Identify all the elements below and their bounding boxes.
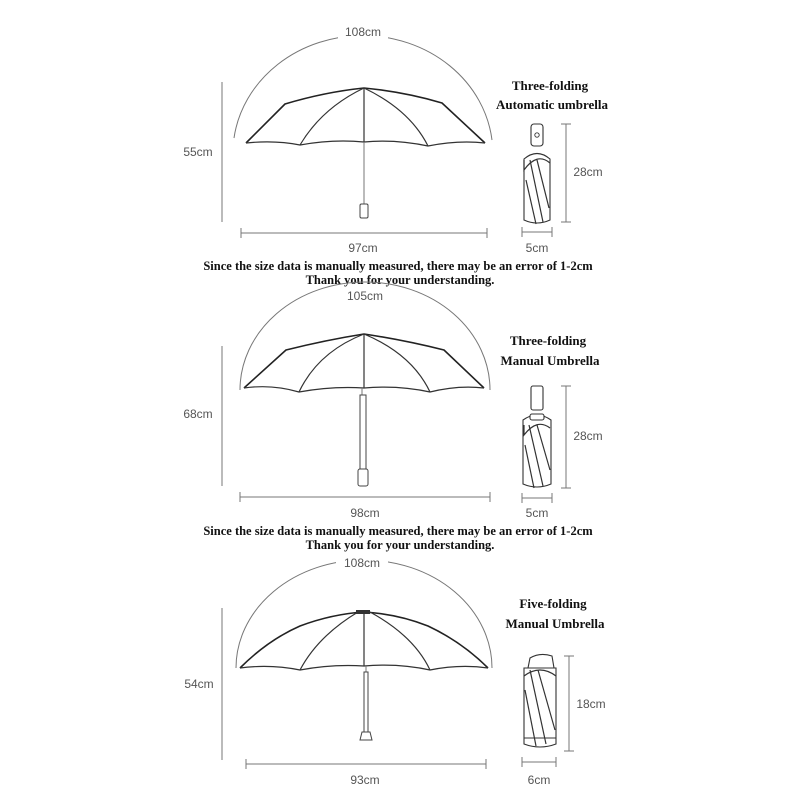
arc-label: 108cm xyxy=(343,556,381,570)
folded-length-label: 28cm xyxy=(573,429,603,443)
width-label: 98cm xyxy=(350,506,380,520)
folded-umbrella xyxy=(524,124,550,224)
width-label: 97cm xyxy=(348,241,378,255)
umbrella-handle xyxy=(360,204,368,218)
folded-umbrella xyxy=(523,386,551,488)
folded-length-label: 18cm xyxy=(576,697,606,711)
open-umbrella-canopy xyxy=(240,610,488,670)
section-three-folding-automatic xyxy=(183,24,608,255)
section-three-folding-manual xyxy=(183,282,602,520)
product-title-line2: Automatic umbrella xyxy=(495,97,609,112)
measurement-note-line1: Since the size data is manually measured, there may be an error of 1-2cm xyxy=(203,524,593,538)
measurement-note-line2: Thank you for your understanding. xyxy=(305,273,495,287)
umbrella-handle xyxy=(358,469,368,486)
height-label: 55cm xyxy=(183,145,213,159)
arc-label: 108cm xyxy=(344,25,382,39)
measurement-note-line1: Since the size data is manually measured, there may be an error of 1-2cm xyxy=(203,259,593,273)
umbrella-handle xyxy=(360,732,372,740)
height-label: 54cm xyxy=(184,677,214,691)
arc-label: 105cm xyxy=(346,289,384,303)
folded-width-label: 5cm xyxy=(525,506,549,520)
folded-length-label: 28cm xyxy=(573,165,603,179)
folded-umbrella xyxy=(524,654,556,747)
height-label: 68cm xyxy=(183,407,213,421)
open-umbrella-canopy xyxy=(244,334,484,392)
section-five-folding-manual xyxy=(184,554,605,787)
folded-width-label: 6cm xyxy=(527,773,551,787)
open-umbrella-canopy xyxy=(246,88,485,146)
product-title-line1: Three-folding xyxy=(509,333,587,348)
product-title-line2: Manual Umbrella xyxy=(505,616,605,631)
measurement-note-line2: Thank you for your understanding. xyxy=(305,538,495,552)
width-label: 93cm xyxy=(350,773,380,787)
product-title-line1: Five-folding xyxy=(519,596,587,611)
product-title-line2: Manual Umbrella xyxy=(500,353,600,368)
product-title-line1: Three-folding xyxy=(511,78,589,93)
folded-width-label: 5cm xyxy=(525,241,549,255)
